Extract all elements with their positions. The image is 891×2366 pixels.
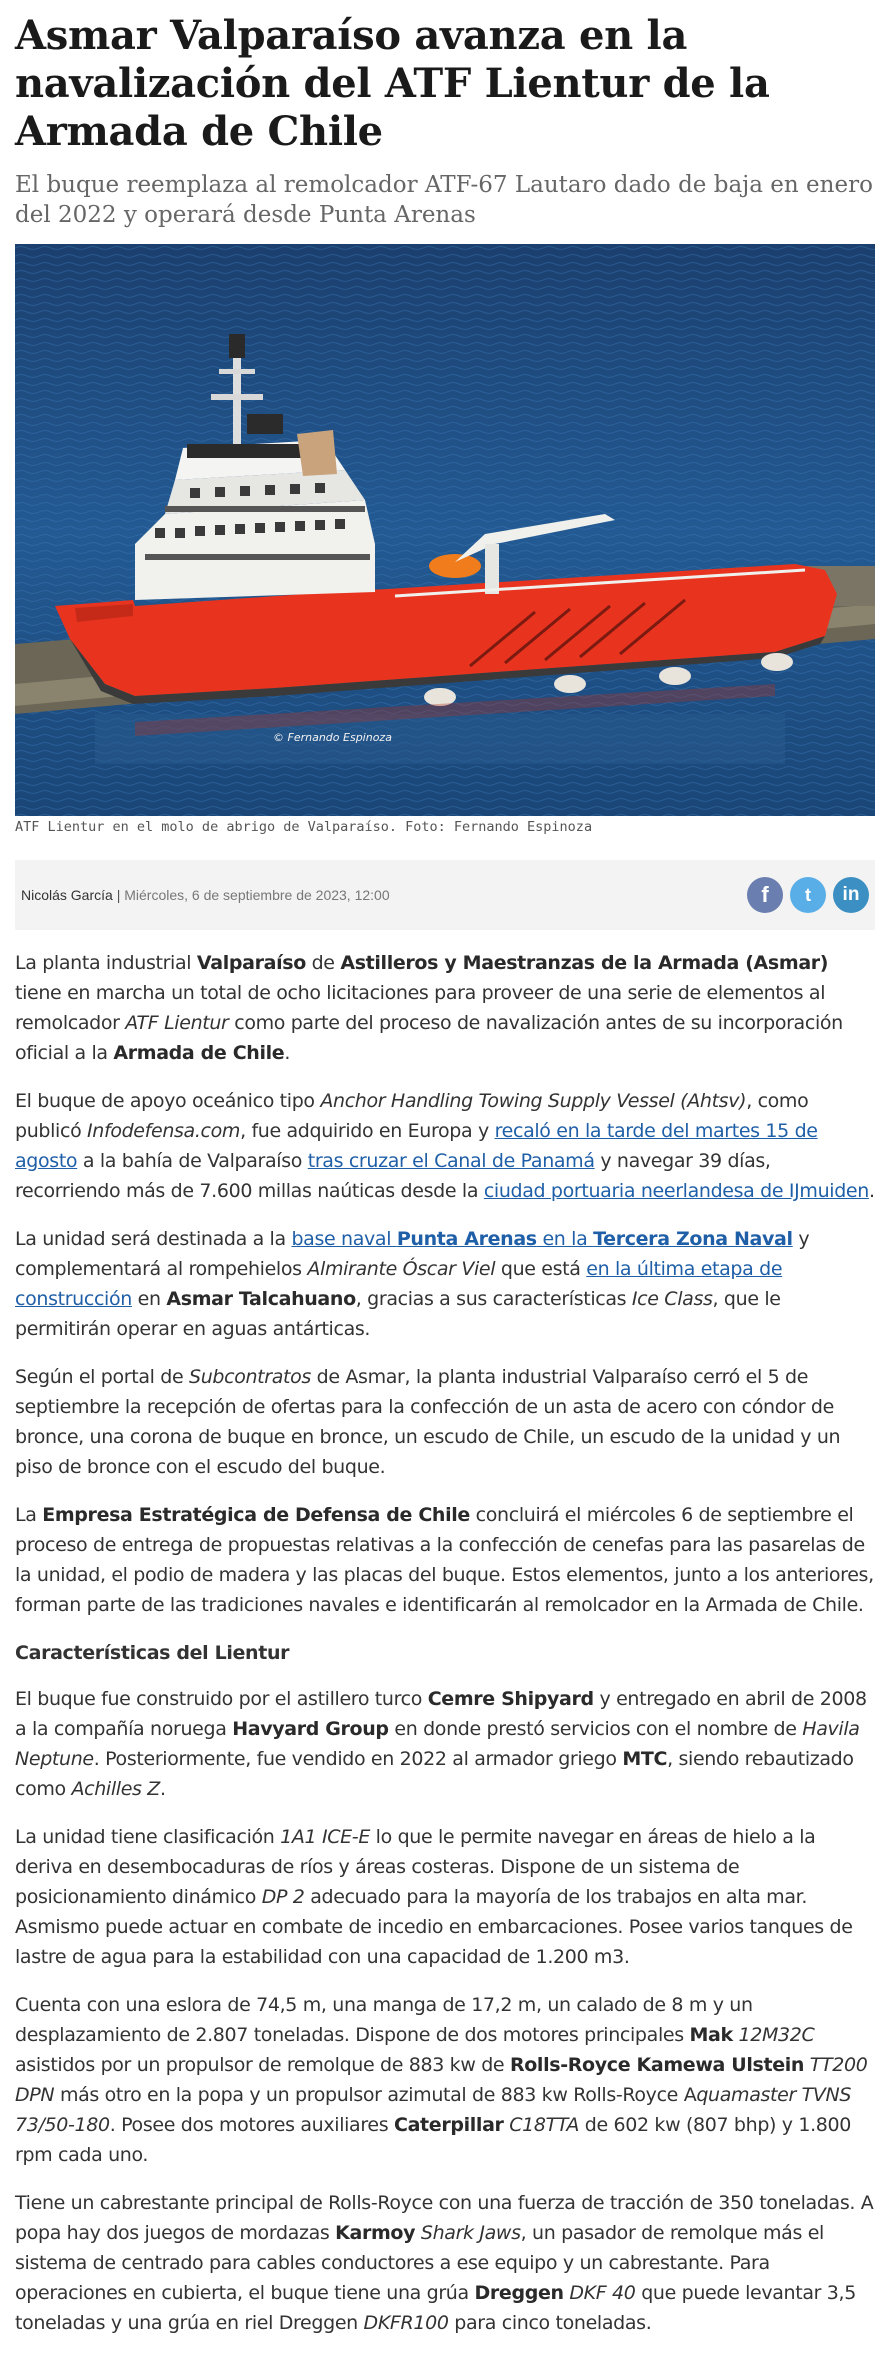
facebook-icon[interactable]: f [747, 877, 783, 913]
italic-text: Almirante Óscar Viel [307, 1258, 496, 1280]
italic-text: DKFR100 [363, 2312, 449, 2334]
italic-text: Anchor Handling Towing Supply Vessel (Ahtsv) [320, 1090, 747, 1112]
article-subtitle: El buque reemplaza al remolcador ATF-67 Lautaro dado de baja en enero del 2022 y operará desde Punta Arenas [15, 172, 873, 228]
text: . [868, 1180, 875, 1202]
article-photo [15, 244, 875, 816]
italic-text: DP 2 [261, 1886, 305, 1908]
byline-bar [15, 860, 875, 930]
text: y entregado en abril de 2008 a la compañía noruega [15, 1688, 867, 1740]
text: más otro en la popa y un propulsor azimutal de 883 kw Rolls-Royce A [54, 2084, 697, 2106]
italic-text: ATF Lientur [125, 1012, 229, 1034]
bold-text: Valparaíso [196, 952, 306, 974]
share-buttons [747, 877, 869, 913]
text: a la bahía de Valparaíso [77, 1150, 308, 1172]
italic-text: 12M32C [732, 2024, 815, 2046]
text: de [305, 952, 341, 974]
text: , como publicó [15, 1090, 809, 1142]
photo-caption: ATF Lientur en el molo de abrigo de Valparaíso. Foto: Fernando Espinoza [15, 819, 593, 835]
section-heading: Características del Lientur [15, 1642, 290, 1664]
text: , fue adquirido en Europa y [240, 1120, 495, 1142]
link-text: base naval [291, 1228, 397, 1250]
italic-text: Ice Class [631, 1288, 713, 1310]
italic-text: TT200 DPN [15, 2054, 868, 2106]
text: y navegar 39 días, recorriendo más de 7.600 millas naúticas desde la [15, 1150, 771, 1202]
byline-separator: | [112, 887, 125, 903]
link-ijmuiden[interactable]: ciudad portuaria neerlandesa de IJmuiden [483, 1180, 869, 1202]
text: , que le permitirán operar en aguas antárticas. [15, 1288, 781, 1340]
publish-date: Miércoles, 6 de septiembre de 2023, 12:00 [124, 887, 390, 903]
byline [21, 887, 390, 903]
link-bold-text: Punta Arenas [396, 1228, 537, 1250]
text: lo que le permite navegar en áreas de hielo a la deriva en desembocaduras de ríos y áreas costeras. Dispone de un sistema de posicionamiento dinámico [15, 1826, 816, 1908]
text: El buque fue construido por el astillero turco [15, 1688, 428, 1710]
article-body [15, 948, 875, 2338]
text: La planta industrial [15, 952, 197, 974]
italic-text: DKF 40 [563, 2282, 636, 2304]
bold-text: Karmoy [335, 2222, 416, 2244]
text: La unidad será destinada a la [15, 1228, 292, 1250]
italic-text: 1A1 ICE-E [280, 1826, 370, 1848]
text: de Asmar, la planta industrial Valparaíso cerró el 5 de septiembre la recepción de ofertas para la confección de un asta de acero con cóndor de bronce, una corona de buque en bronce, un escudo de Chile, un escudo de la unidad y un piso de bronce con el escudo del buque. [15, 1366, 841, 1478]
text: y complementará al rompehielos [15, 1228, 810, 1280]
bold-text: Dreggen [474, 2282, 564, 2304]
text: en donde prestó servicios con el nombre de [388, 1718, 803, 1740]
italic-text: Infodefensa.com [87, 1120, 241, 1142]
bold-text: Cemre Shipyard [427, 1688, 594, 1710]
text: para cinco toneladas. [448, 2312, 652, 2334]
text: concluirá el miércoles 6 de septiembre el proceso de entrega de propuestas relativas a la confección de cenefas para las pasarelas de la unidad, el podio de madera y las placas del buque. Estos elementos, junto a los anteriores, forman parte de las tradiciones navales e identificarán al remolcador en la Armada de Chile. [15, 1504, 874, 1616]
text: , gracias a sus características [355, 1288, 632, 1310]
text: , siendo rebautizado como [15, 1748, 854, 1800]
photo-credit: © Fernando Espinoza [273, 731, 392, 744]
ship-photo-illustration [15, 244, 875, 816]
author-name[interactable]: Nicolás García [21, 887, 113, 903]
link-panama-canal[interactable]: tras cruzar el Canal de Panamá [307, 1150, 595, 1172]
bold-text: Astilleros y Maestranzas de la Armada (Asmar) [340, 952, 829, 974]
text: asistidos por un propulsor de remolque de 883 kw de [15, 2054, 510, 2076]
link-bold-text: Tercera Zona Naval [593, 1228, 793, 1250]
text: que puede levantar 3,5 toneladas y una grúa en riel Dreggen [15, 2282, 856, 2334]
text: La [15, 1504, 43, 1526]
bold-text: Armada de Chile [113, 1042, 285, 1064]
text: de 602 kw (807 bhp) y 1.800 rpm cada uno. [15, 2114, 852, 2166]
italic-text: quamaster TVNS 73/50-180 [15, 2084, 852, 2136]
text: Tiene un cabrestante principal de Rolls-Royce con una fuerza de tracción de 350 toneladas. A popa hay dos juegos de mordazas [15, 2192, 874, 2244]
paragraph-8 [15, 1990, 875, 2170]
text: como parte del proceso de navalización antes de su incorporación oficial a la [15, 1012, 843, 1064]
paragraph-4 [15, 1362, 875, 1482]
paragraph-5 [15, 1500, 875, 1620]
linkedin-icon[interactable]: in [833, 877, 869, 913]
paragraph-1 [15, 948, 875, 1068]
italic-text: Havila Neptune [15, 1718, 860, 1770]
italic-text: Achilles Z [71, 1778, 160, 1800]
paragraph-6 [15, 1684, 875, 1804]
italic-text: Subcontratos [189, 1366, 311, 1388]
bold-text: Mak [689, 2024, 733, 2046]
italic-text: C18TTA [503, 2114, 580, 2136]
paragraph-7 [15, 1822, 875, 1972]
text: La unidad tiene clasificación [15, 1826, 281, 1848]
text: . [284, 1042, 291, 1064]
bold-text: MTC [622, 1748, 668, 1770]
text: . Posteriormente, fue vendido en 2022 al armador griego [93, 1748, 623, 1770]
bold-text: Rolls-Royce Kamewa Ulstein [509, 2054, 805, 2076]
bold-text: Havyard Group [232, 1718, 389, 1740]
link-text: en la [536, 1228, 594, 1250]
text: tiene en marcha un total de ocho licitaciones para proveer de una serie de elementos al remolcador [15, 982, 826, 1034]
link-punta-arenas[interactable] [291, 1228, 792, 1250]
text: , un pasador de remolque más el sistema de centrado para cables conductores a ese equipo y un cabrestante. Para operaciones en cubierta, el buque tiene una grúa [15, 2222, 824, 2304]
paragraph-2 [15, 1086, 875, 1206]
text: Según el portal de [15, 1366, 189, 1388]
text: que está [495, 1258, 587, 1280]
bold-text: Asmar Talcahuano [166, 1288, 356, 1310]
text: en [131, 1288, 167, 1310]
text: adecuado para la mayoría de los trabajos en alta mar. Asmismo puede actuar en combate de incedio en embarcaciones. Posee varios tanques de lastre de agua para la estabilidad con una capacidad de 1.200 m3. [15, 1886, 853, 1968]
text: El buque de apoyo oceánico tipo [15, 1090, 321, 1112]
italic-text: Shark Jaws [415, 2222, 521, 2244]
text: . Posee dos motores auxiliares [109, 2114, 394, 2136]
bold-text: Caterpillar [393, 2114, 504, 2136]
paragraph-3 [15, 1224, 875, 1344]
text: Cuenta con una eslora de 74,5 m, una manga de 17,2 m, un calado de 8 m y un desplazamiento de 2.807 toneladas. Dispone de dos motores principales [15, 1994, 753, 2046]
twitter-icon[interactable]: t [790, 877, 826, 913]
paragraph-9 [15, 2188, 875, 2338]
article-title: Asmar Valparaíso avanza en la navalización del ATF Lientur de la Armada de Chile [15, 12, 770, 155]
text: . [159, 1778, 166, 1800]
link-arrival[interactable]: recaló en la tarde del martes 15 de agosto [15, 1120, 818, 1172]
link-construction[interactable]: en la última etapa de construcción [15, 1258, 783, 1310]
bold-text: Empresa Estratégica de Defensa de Chile [42, 1504, 470, 1526]
